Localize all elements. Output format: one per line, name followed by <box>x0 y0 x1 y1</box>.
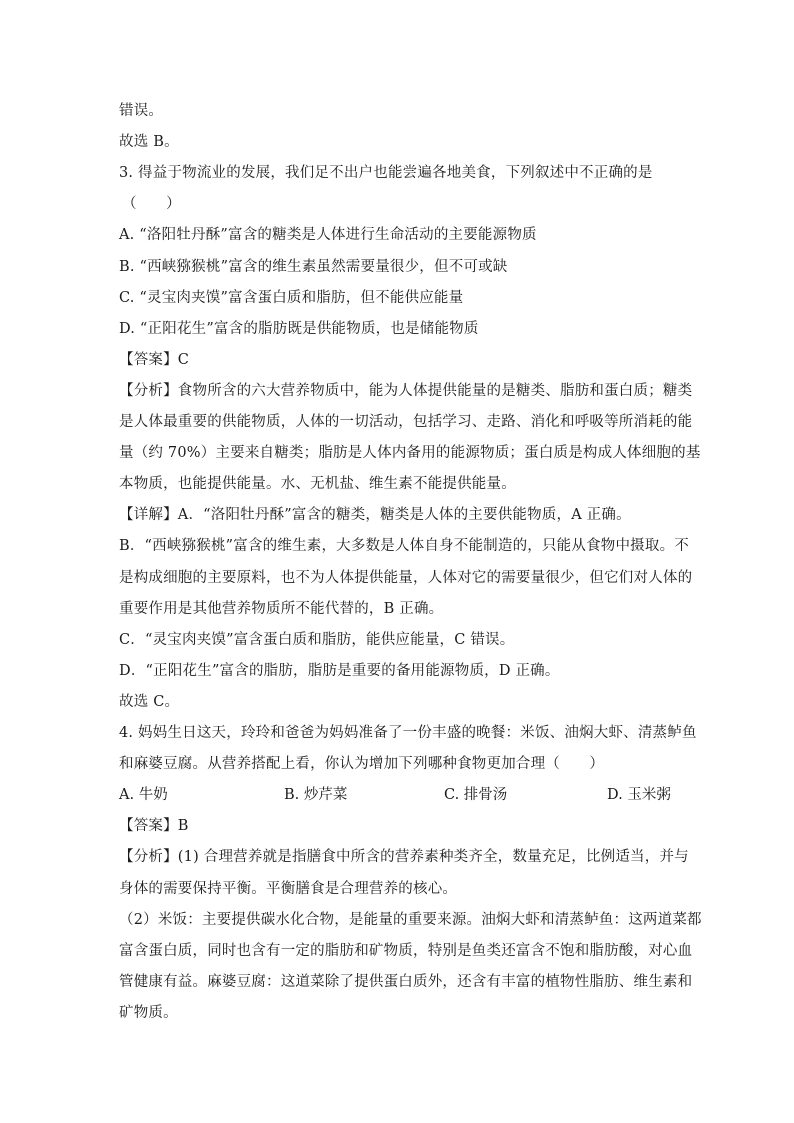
text-line: 身体的需要保持平衡。平衡膳食是合理营养的核心。 <box>119 881 458 897</box>
q4-option: C. 排骨汤 <box>444 787 508 803</box>
text-line: 【分析】食物所含的六大营养物质中，能为人体提供能量的是糖类、脂肪和蛋白质；糖类 <box>119 383 693 399</box>
text-line: 和麻婆豆腐。从营养搭配上看，你认为增加下列哪种食物更加合理（ ） <box>119 756 605 772</box>
text-line: 【分析】(1) 合理营养就是指膳食中所含的营养素种类齐全，数量充足，比例适当，并与 <box>119 849 689 865</box>
text-line: 量（约 70%）主要来自糖类；脂肪是人体内备用的能源物质；蛋白质是构成人体细胞的基 <box>119 445 701 461</box>
text-line: 是构成细胞的主要原料，也不为人体提供能量，人体对它的需要量很少，但它们对人体的 <box>119 570 693 586</box>
text-line: 3. 得益于物流业的发展，我们足不出户也能尝遍各地美食，下列叙述中不正确的是 <box>119 165 653 181</box>
text-line: 错误。 <box>119 103 164 119</box>
text-line: 本物质，也能提供能量。水、无机盐、维生素不能提供能量。 <box>119 476 516 492</box>
q4-option: B. 炒芹菜 <box>284 787 348 803</box>
text-line: B．“西峡猕猴桃”富含的维生素，大多数是人体自身不能制造的，只能从食物中摄取。不 <box>119 538 689 554</box>
text-line: B. “西峡猕猴桃”富含的维生素虽然需要量很少，但不可或缺 <box>119 259 508 275</box>
text-line: D．“正阳花生”富含的脂肪，脂肪是重要的备用能源物质，D 正确。 <box>119 663 560 679</box>
text-line: C．“灵宝肉夹馍”富含蛋白质和脂肪，能供应能量，C 错误。 <box>119 632 515 648</box>
text-line: 【答案】B <box>119 818 189 834</box>
text-line: （2）米饭：主要提供碳水化合物，是能量的重要来源。油焖大虾和清蒸鲈鱼：这两道菜都 <box>119 912 702 928</box>
text-line: 是人体最重要的供能物质，人体的一切活动，包括学习、走路、消化和呼吸等所消耗的能 <box>119 414 693 430</box>
text-line: 故选 C。 <box>119 694 180 710</box>
text-line: 管健康有益。麻婆豆腐：这道菜除了提供蛋白质外，还含有丰富的植物性脂肪、维生素和 <box>119 974 693 990</box>
text-line: 矿物质。 <box>119 1005 178 1021</box>
q4-options-row <box>119 785 679 805</box>
text-line: 富含蛋白质，同时也含有一定的脂肪和矿物质，特别是鱼类还富含不饱和脂肪酸，对心血 <box>119 943 693 959</box>
text-line: D. “正阳花生”富含的脂肪既是供能物质，也是储能物质 <box>119 321 479 337</box>
text-line: 重要作用是其他营养物质所不能代替的，B 正确。 <box>119 601 444 617</box>
text-line: 【答案】C <box>119 352 190 368</box>
text-line: C. “灵宝肉夹馍”富含蛋白质和脂肪，但不能供应能量 <box>119 290 464 306</box>
text-line: 【详解】A．“洛阳牡丹酥”富含的糖类，糖类是人体的主要供能物质，A 正确。 <box>119 507 631 523</box>
q4-option: A. 牛奶 <box>119 787 168 803</box>
text-line: 4. 妈妈生日这天，玲玲和爸爸为妈妈准备了一份丰盛的晚餐：米饭、油焖大虾、清蒸鲈鱼 <box>119 725 697 741</box>
text-line: 故选 B。 <box>119 134 179 150</box>
text-line: （ ） <box>122 196 181 212</box>
q4-option: D. 玉米粥 <box>607 787 671 803</box>
text-line: A. “洛阳牡丹酥”富含的糖类是人体进行生命活动的主要能源物质 <box>119 227 537 243</box>
